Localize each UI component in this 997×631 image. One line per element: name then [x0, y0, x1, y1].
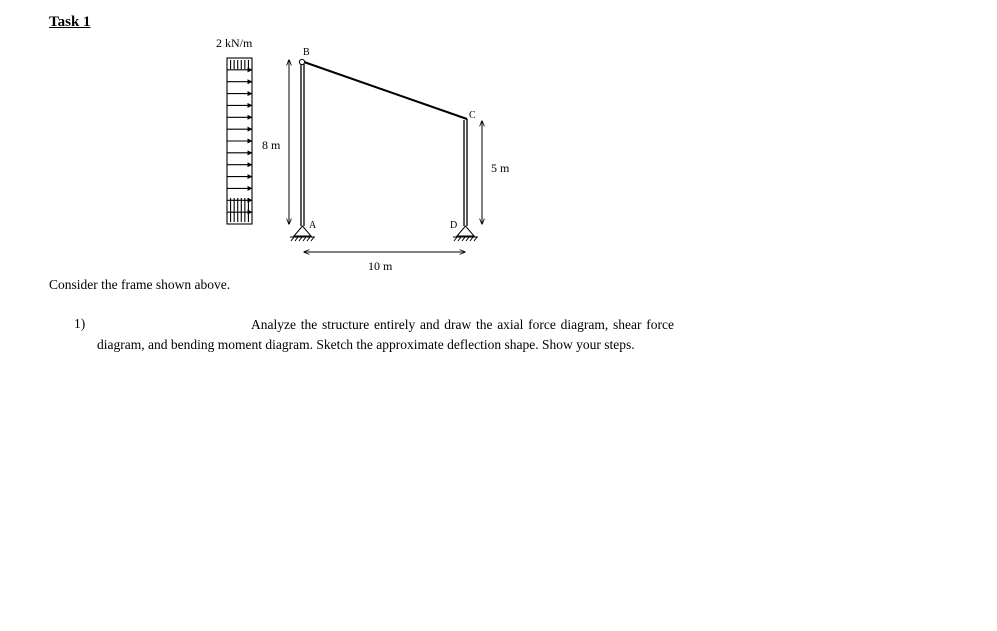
dimension-label-10m: 10 m	[368, 259, 393, 273]
hinge-b	[299, 59, 304, 64]
distributed-load	[227, 58, 252, 224]
node-label-a: A	[309, 220, 317, 231]
node-label-d: D	[450, 220, 458, 231]
task-title: Task 1	[49, 14, 91, 30]
frame-members	[301, 62, 467, 226]
node-label-c: C	[469, 110, 476, 121]
dimension-label-8m: 8 m	[262, 138, 281, 152]
question-text: Analyze the structure entirely and draw the axial force diagram, shear force diagram, and bending moment diagram. Sketch the approximate deflection shape. Show your steps.	[97, 317, 674, 352]
load-label: 2 kN/m	[216, 36, 253, 50]
rafter-bc	[304, 62, 467, 119]
intro-text: Consider the frame shown above.	[49, 277, 231, 292]
node-label-b: B	[303, 47, 310, 58]
load-arrows	[227, 60, 252, 222]
question-number: 1)	[74, 316, 86, 331]
dimension-label-5m: 5 m	[491, 161, 510, 175]
frame-diagram	[0, 0, 997, 300]
